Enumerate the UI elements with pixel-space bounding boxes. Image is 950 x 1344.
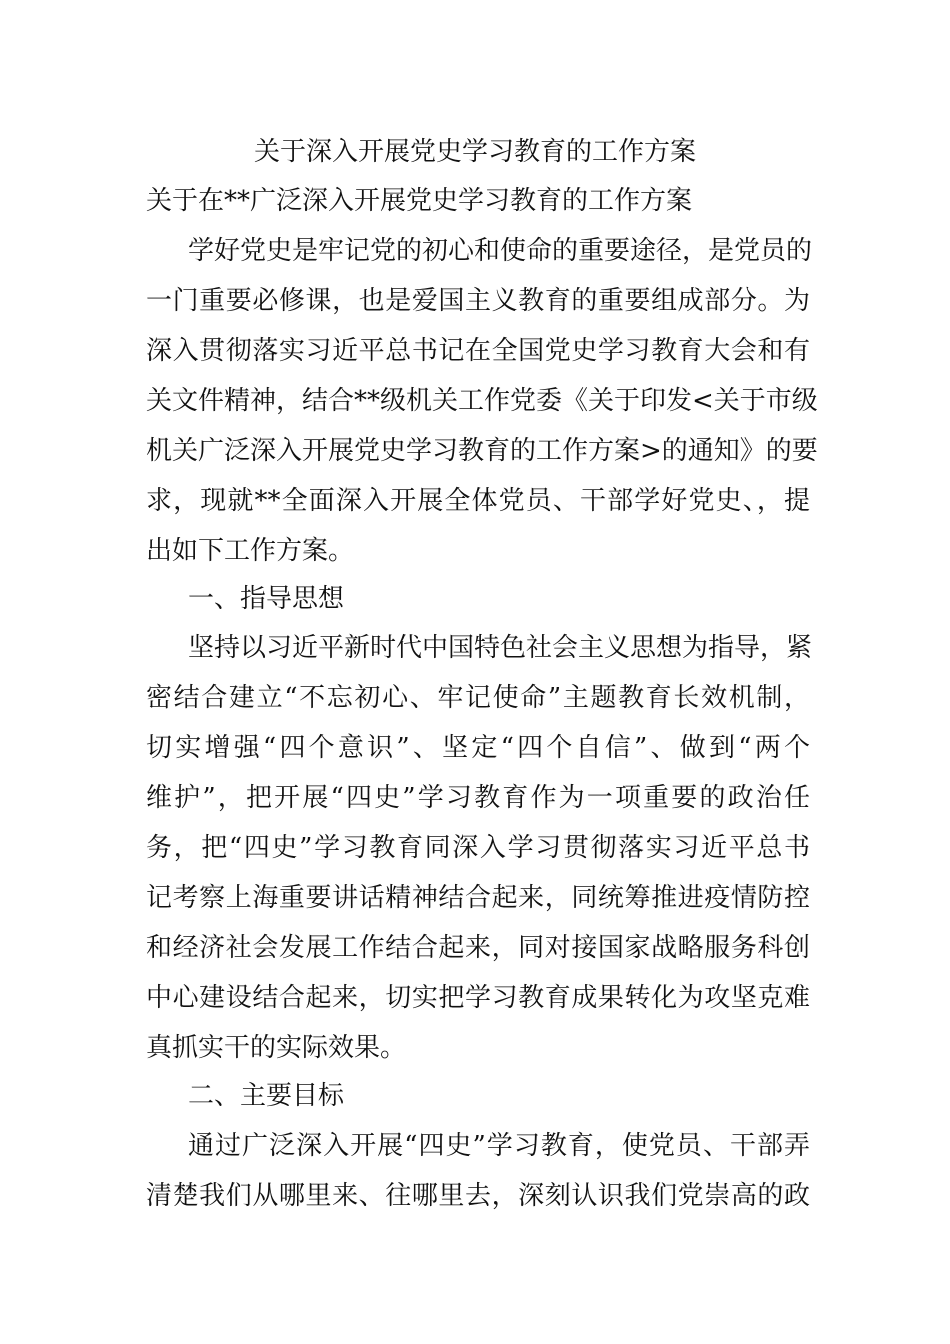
section-heading: 二、主要目标 xyxy=(188,1081,345,1111)
paragraph-line: 关文件精神，结合**级机关工作党委《关于印发<关于市级 xyxy=(146,386,818,416)
section-heading: 一、指导思想 xyxy=(188,584,345,614)
document-title: 关于深入开展党史学习教育的工作方案 xyxy=(253,137,696,167)
paragraph-line: 求，现就**全面深入开展全体党员、干部学好党史、，提 xyxy=(146,486,810,516)
document-subtitle: 关于在**广泛深入开展党史学习教育的工作方案 xyxy=(146,186,693,216)
paragraph-line: 密结合建立“不忘初心、牢记使命”主题教育长效机制， xyxy=(146,683,810,713)
paragraph-line: 清楚我们从哪里来、往哪里去，深刻认识我们党崇高的政 xyxy=(146,1181,810,1211)
paragraph-line: 中心建设结合起来，切实把学习教育成果转化为攻坚克难 xyxy=(146,983,810,1013)
paragraph-line: 出如下工作方案。 xyxy=(146,536,355,566)
paragraph-line: 学好党史是牢记党的初心和使命的重要途径，是党员的 xyxy=(188,236,813,266)
paragraph-line: 一门重要必修课，也是爱国主义教育的重要组成部分。为 xyxy=(146,286,810,316)
paragraph-line: 机关广泛深入开展党史学习教育的工作方案>的通知》的要 xyxy=(146,436,818,466)
paragraph-line: 切实增强“四个意识”、坚定“四个自信”、做到“两个 xyxy=(146,733,810,763)
paragraph-line: 和经济社会发展工作结合起来，同对接国家战略服务科创 xyxy=(146,933,810,963)
paragraph-line: 深入贯彻落实习近平总书记在全国党史学习教育大会和有 xyxy=(146,336,810,366)
paragraph-line: 真抓实干的实际效果。 xyxy=(146,1033,407,1063)
paragraph-line: 记考察上海重要讲话精神结合起来，同统筹推进疫情防控 xyxy=(146,883,810,913)
paragraph-line: 坚持以习近平新时代中国特色社会主义思想为指导，紧 xyxy=(188,633,813,663)
paragraph-line: 务，把“四史”学习教育同深入学习贯彻落实习近平总书 xyxy=(146,833,810,863)
paragraph-line: 通过广泛深入开展“四史”学习教育，使党员、干部弄 xyxy=(188,1131,810,1161)
paragraph-line: 维护”，把开展“四史”学习教育作为一项重要的政治任 xyxy=(146,783,810,813)
